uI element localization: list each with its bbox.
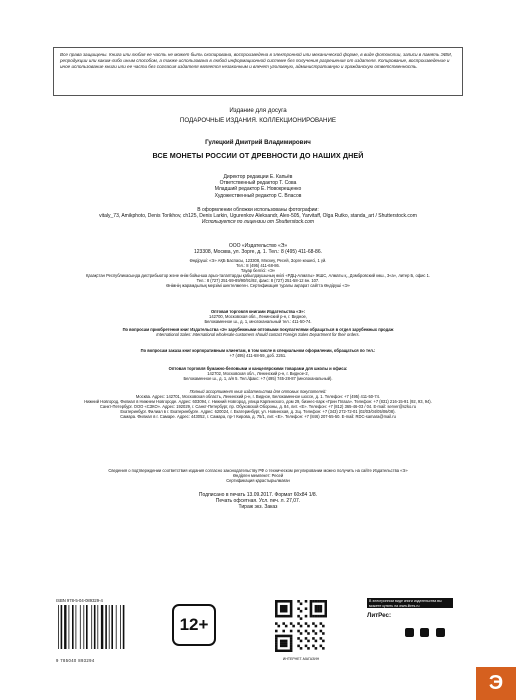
book-title: ВСЕ МОНЕТЫ РОССИИ ОТ ДРЕВНОСТИ ДО НАШИХ ДНЕЙ — [152, 151, 364, 160]
manufacturer-line: Өндіруші: «Э» АҚБ Баспасы, 123308, Мәскеу, Ресей, Зорге көшесі, 1 үй. — [189, 258, 327, 263]
publisher-logo: Э — [476, 667, 516, 700]
corporate-tel: +7 (495) 411-68-59, доб. 2261. — [229, 353, 287, 358]
origin-line: Өндірген мемлекет: Ресей — [232, 473, 284, 478]
corporate-heading: По вопросам заказа книг корпоративным клиентам, в том числе в специальном оформлении, обращаться по тел.: — [140, 348, 376, 353]
android-store-icon — [420, 628, 429, 637]
wholesale-address-2: Белокаменное ш., д. 1, многоканальный тел.: 411-50-74. — [204, 319, 312, 324]
barcode-icon — [56, 603, 128, 653]
publisher-block — [60, 243, 456, 255]
trademark-line: Тауар белгісі: «Э» — [240, 268, 276, 273]
nn-address: Нижний Новгород. Филиал в Нижнем Новгороде. Адрес: 603094, г. Нижний Новгород, улица Карпинского, дом 29, бизнес-парк «Грин Плаза». Телефон: +7 (831) 216-15-91 (92, 93, 94). — [84, 399, 432, 404]
cover-photographers: vitaly_73, Amikphoto, Denis Torikhov, ch125, Denis Larkin, Ugurenkov Aleksandr, Alex-505, Yarvitaff, Olga Rutko, standa_art / Shutterstock.com — [99, 213, 417, 220]
isbn-barcode — [56, 598, 128, 664]
print-run: Тираж экз. Заказ — [238, 504, 278, 511]
qr-code-icon — [275, 600, 327, 652]
barcode-digits: 9 785040 893294 — [56, 658, 95, 663]
cover-credits — [60, 207, 456, 226]
foreign-sales-en: International Sales: International wholesale customers should contact Foreign Sales Department for their orders. — [156, 332, 360, 337]
samara-address: Самара. Филиал в г. Самаре. Адрес: 443052, г. Самара, пр-т Кирова, д. 75/1, лит. «Е». Телефон: +7 (846) 207-55-50. E-mail: RDC-samara@mail.ru — [120, 414, 396, 419]
corporate-block — [60, 348, 456, 358]
compliance-note: Сведения о подтверждении соответствия издания согласно законодательству РФ о техническом регулировании можно получить на сайте Издательства «Э» — [108, 468, 408, 473]
isbn-number: ISBN 978-5-04-089329-4 — [56, 598, 103, 603]
kz-tel: Тел.: 8 (727) 251-59-89/90/91/92, факс: 8 (727) 251-58-12 вн. 107. — [196, 278, 320, 283]
publisher-address: 123308, Москва, ул. Зорге, д. 1. Тел.: 8 (495) 411-68-86. — [193, 249, 323, 256]
foreign-sales-heading: По вопросам приобретения книг Издательства «Э» зарубежными оптовыми покупателями обращаться в отдел зарубежных продаж — [122, 327, 394, 332]
regional-block — [60, 389, 456, 419]
staff-editor: Ответственный редактор Т. Сова — [219, 180, 297, 187]
license-note: Используется по лицензии от Shutterstock.com — [201, 219, 315, 226]
qr-block — [275, 600, 327, 661]
kz-distributor: Қазақстан Республикасында дистрибьютор және өнім бойынша арыз-талаптарды қабылдаушының өкілі «РДЦ-Алматы» ЖШС, Алматы қ., Домбровский көш., 3«а», литер Б, офис 1. — [85, 273, 431, 278]
stationery-address: 142702, Московская обл., Ленинский р-н, г. Видное-2, — [207, 371, 309, 376]
foreign-sales-block — [60, 327, 456, 337]
series-name: ПОДАРОЧНЫЕ ИЗДАНИЯ. КОЛЛЕКЦИОНИРОВАНИЕ — [179, 117, 337, 124]
assortment-heading: Полный ассортимент книг издательства для оптовых покупателей: — [189, 389, 327, 394]
stationery-heading: Оптовая торговля бумажно-беловыми и канцелярскими товарами для школы и офиса: — [168, 366, 348, 371]
manufacturer-block — [60, 258, 456, 288]
staff-junior-editor: Младший редактор Е. Новокрещенко — [214, 186, 302, 193]
windows-store-icon — [436, 628, 445, 637]
kz-validity: Өнімнің жарамдылық мерзімі шектелмеген. Сертификация туралы ақпарат сайтта Өндіруші «Э» — [166, 283, 350, 288]
print-block — [60, 492, 456, 511]
staff-director: Директор редакции Е. Капьёв — [223, 174, 293, 180]
age-rating-badge: 12+ — [172, 604, 216, 646]
stationery-tel: Белокаменное ш., д. 1, а/я 5. Тел./факс: +7 (495) 745-28-87 (многоканальный). — [183, 376, 333, 381]
edition-type: Издание для досуга — [229, 107, 287, 114]
print-signed: Подписано в печать 13.09.2017. Формат 60x84 1/8. — [198, 492, 318, 498]
copyright-notice: Все права защищены. Книга или любая ее часть не может быть скопирована, воспроизведена в электронной или механической форме, в виде фотокопии, записи в память ЭВМ, репродукции или каким-либо иным способом, а также использована в любой информационной системе без получения разрешения от издателя. Копирование, воспроизведение и иное использование книги или ее части без согласия издателя является незаконным и влечет уголовную, административную и гражданскую ответственность. — [53, 47, 463, 96]
author-name: Гулецкий Дмитрий Владимирович — [205, 139, 311, 146]
cover-credit-heading: В оформлении обложки использованы фотографии: — [197, 207, 319, 213]
print-sheets: Печать офсетная. Усл. печ. л. 27,07. — [215, 498, 301, 505]
ekb-address: Екатеринбург. Филиал в г. Екатеринбурге. Адрес: 620024, г. Екатеринбург, ул. Новинская, д. 2щ. Телефон: +7 (343) 272-72-01 (02/03/04/05/06/08). — [120, 409, 396, 414]
wholesale-block — [60, 309, 456, 324]
manufacturer-tel: Тел.: 8 (495) 411-68-86. — [236, 263, 280, 268]
apple-store-icon — [405, 628, 414, 637]
store-banner: В электронном виде книги издательства вы можете купить на www.litres.ru — [367, 598, 453, 608]
app-store-icons — [405, 624, 447, 642]
stationery-block — [60, 366, 456, 381]
qr-caption: ИНТЕРНЕТ-МАГАЗИН — [282, 657, 320, 661]
compliance-block — [60, 468, 456, 483]
store-name: ЛитРес: — [367, 612, 392, 619]
staff-art-editor: Художественный редактор С. Власов — [214, 192, 302, 199]
cert-line: Сертификация қарастырылмаған — [226, 478, 290, 483]
wholesale-heading: Оптовая торговля книгами Издательства «Э»: — [210, 309, 305, 314]
moscow-address: Москва. Адрес: 142701, Московская область, Ленинский р-н, г. Видное, Белокаменное шоссе, д. 1. Телефон: +7 (495) 411-50-74. — [135, 394, 381, 399]
store-promo — [367, 598, 453, 660]
spb-address: Санкт-Петербург. ООО «СЗКО». Адрес: 192029, г. Санкт-Петербург, пр. Обуховской Обороны, д. 84, лит. «Е». Телефон: +7 (812) 365-46-03 / 04. E-mail: server@szko.ru — [99, 404, 417, 409]
publisher-name: ООО «Издательство «Э» — [228, 243, 288, 249]
staff-list — [60, 174, 456, 199]
wholesale-address: 142700, Московская обл., Ленинский р-н, г. Видное, — [209, 314, 307, 319]
